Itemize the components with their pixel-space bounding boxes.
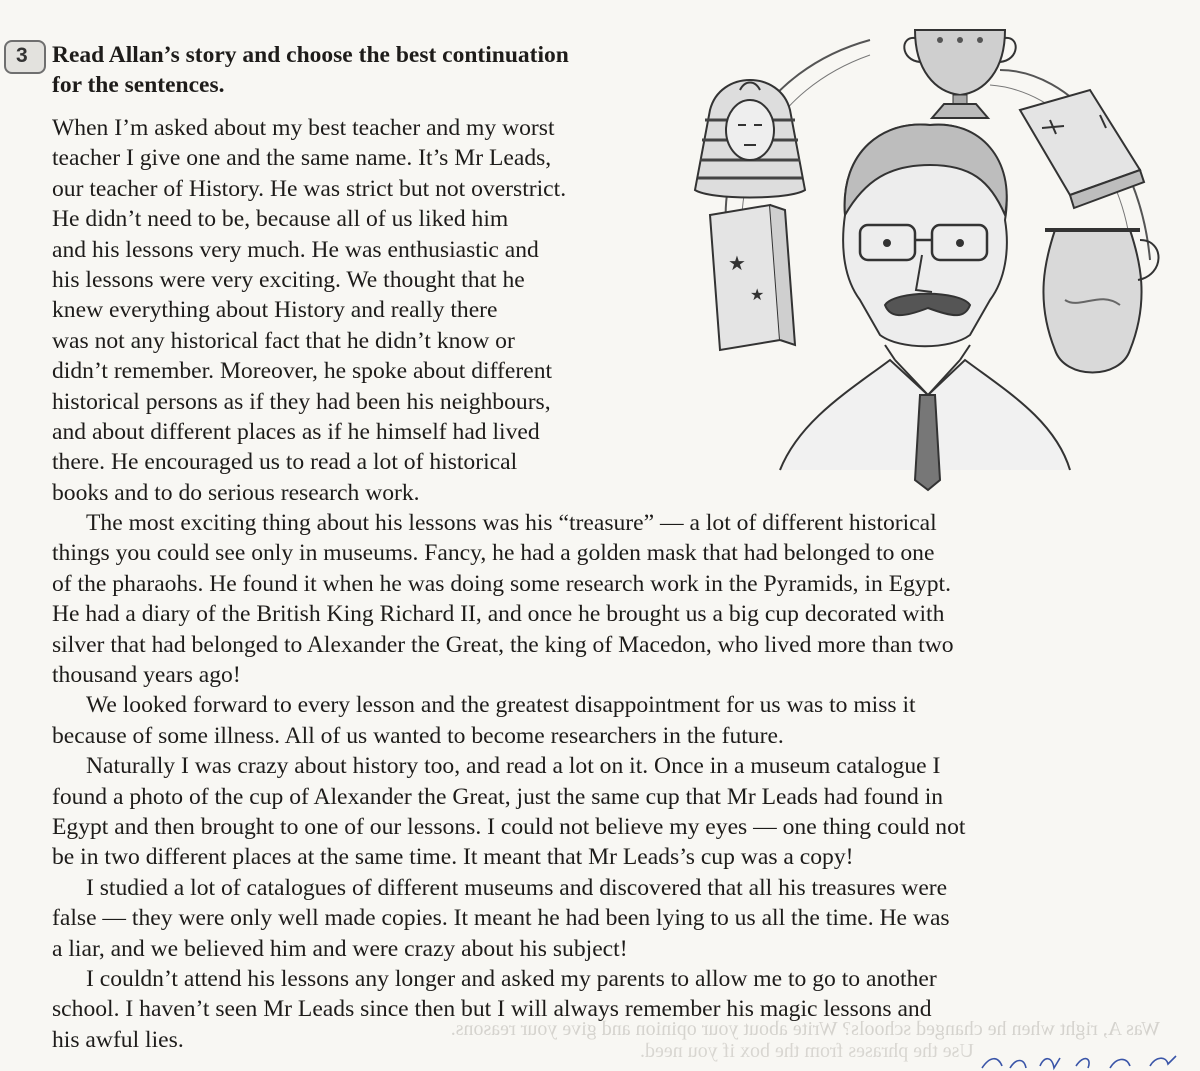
story-line: silver that had belonged to Alexander the Great, the king of Macedon, who lived more than two — [52, 631, 954, 658]
story-line: his lessons were very exciting. We thought that he — [52, 266, 525, 293]
bleed-through-text-line-1: Was A, right when he changed schools? Write about your opinion and give your reasons. — [450, 1018, 1160, 1040]
story-line: of the pharaohs. He found it when he was doing some research work in the Pyramids, in Egypt. — [52, 570, 951, 597]
story-line: knew everything about History and really there — [52, 297, 498, 324]
story-line: our teacher of History. He was strict but not overstrict. — [52, 175, 567, 202]
svg-text:★: ★ — [750, 285, 765, 304]
story-line: He didn’t need to be, because all of us liked him — [52, 206, 509, 233]
story-line: false — they were only well made copies. It meant he had been lying to us all the time. He was — [52, 905, 950, 932]
story-line: I couldn’t attend his lessons any longer and asked my parents to allow me to go to another — [86, 965, 937, 992]
story-line: school. I haven’t seen Mr Leads since then but I will always remember his magic lessons and — [52, 996, 932, 1023]
task-instruction-line: Read Allan’s story and choose the best continuation — [52, 42, 569, 68]
story-line: books and to do serious research work. — [52, 479, 420, 506]
task-number: 3 — [16, 44, 28, 67]
story-line: Egypt and then brought to one of our lessons. I could not believe my eyes — one thing could not — [52, 813, 966, 840]
story-line: there. He encouraged us to read a lot of historical — [52, 449, 518, 476]
story-line: thousand years ago! — [52, 662, 241, 689]
story-line: found a photo of the cup of Alexander the Great, just the same cup that Mr Leads had found in — [52, 783, 944, 810]
story-line: teacher I give one and the same name. It’s Mr Leads, — [52, 145, 552, 172]
svg-text:★: ★ — [728, 251, 746, 275]
story-line: He had a diary of the British King Richard II, and once he brought us a big cup decorated with — [52, 601, 945, 628]
story-line: Naturally I was crazy about history too, and read a lot on it. Once in a museum catalogue I — [86, 753, 941, 780]
story-line: historical persons as if they had been his neighbours, — [52, 388, 551, 415]
story-line: things you could see only in museums. Fancy, he had a golden mask that had belonged to one — [52, 540, 935, 567]
story-line: I studied a lot of catalogues of different museums and discovered that all his treasures were — [86, 874, 948, 901]
story-line: was not any historical fact that he didn’t know or — [52, 327, 515, 354]
story-text — [52, 113, 1142, 1055]
task-instruction — [52, 40, 652, 100]
cup-icon — [904, 30, 1015, 118]
story-line: When I’m asked about my best teacher and my worst — [52, 115, 555, 141]
story-line: be in two different places at the same time. It meant that Mr Leads’s cup was a copy! — [52, 844, 854, 871]
story-line: because of some illness. All of us wanted to become researchers in the future. — [52, 722, 784, 749]
story-line: The most exciting thing about his lessons was his “treasure” — a lot of different historical — [86, 510, 937, 537]
story-line: and his lessons very much. He was enthusiastic and — [52, 236, 539, 263]
bleed-through-text-line-2: Use the phrases from the box if you need. — [640, 1040, 974, 1062]
task-instruction-line: for the sentences. — [52, 72, 225, 98]
story-line: a liar, and we believed him and were crazy about his subject! — [52, 935, 628, 962]
story-line: We looked forward to every lesson and the greatest disappointment for us was to miss it — [86, 692, 916, 719]
story-line: his awful lies. — [52, 1026, 184, 1053]
story-line: and about different places as if he himself had lived — [52, 418, 540, 445]
story-line: didn’t remember. Moreover, he spoke about different — [52, 358, 553, 385]
